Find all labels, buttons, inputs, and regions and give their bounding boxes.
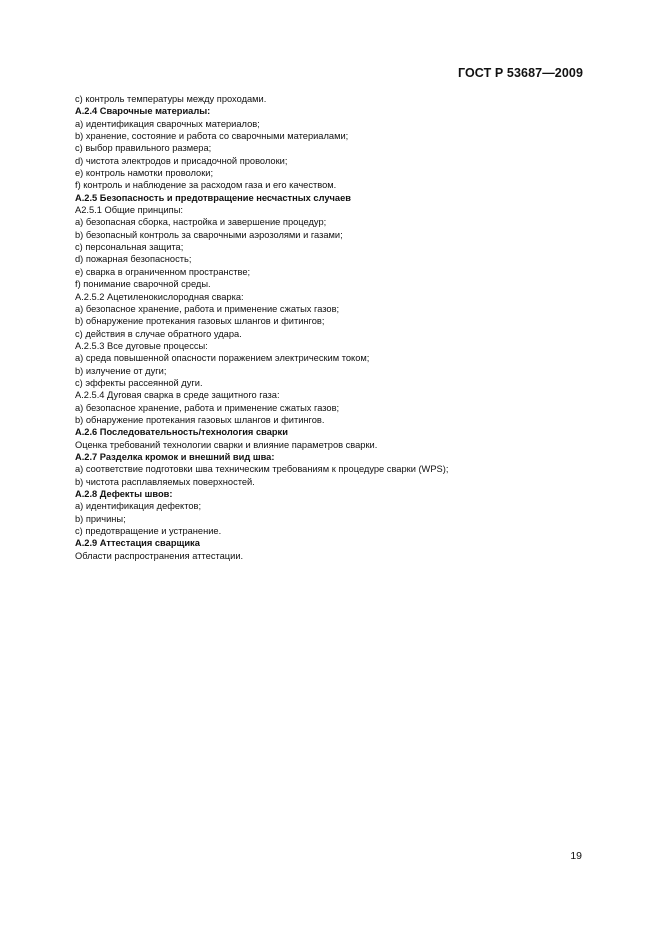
text-line: b) хранение, состояние и работа со сварочными материалами; xyxy=(75,131,349,142)
section-heading: А.2.6 Последовательность/технология сварки xyxy=(75,427,288,438)
text-line: c) выбор правильного размера; xyxy=(75,143,212,154)
text-line: Области распространения аттестации. xyxy=(75,550,244,561)
text-line: e) сварка в ограниченном пространстве; xyxy=(75,266,251,277)
section-heading: А.2.8 Дефекты швов: xyxy=(75,489,173,499)
text-line: a) среда повышенной опасности поражением электрическим током; xyxy=(75,353,370,364)
document-body xyxy=(75,93,595,562)
text-line: b) безопасный контроль за сварочными аэрозолями и газами; xyxy=(75,229,343,240)
page-number: 19 xyxy=(570,850,582,862)
text-line: c) персональная защита; xyxy=(75,242,184,253)
text-line: a) соответствие подготовки шва техническим требованиям к процедуре сварки (WPS); xyxy=(75,464,449,475)
text-line: f) контроль и наблюдение за расходом газа и его качеством. xyxy=(75,180,337,191)
text-line: f) понимание сварочной среды. xyxy=(75,279,211,290)
section-heading: А.2.4 Сварочные материалы: xyxy=(75,106,211,117)
text-line: А2.5.1 Общие принципы: xyxy=(75,205,183,216)
text-line: a) безопасная сборка, настройка и завершение процедур; xyxy=(75,217,327,228)
text-line: b) причины; xyxy=(75,513,126,524)
standard-designation: ГОСТ Р 53687—2009 xyxy=(457,66,583,80)
text-line: c) действия в случае обратного удара. xyxy=(75,328,242,339)
text-line: А.2.5.4 Дуговая сварка в среде защитного газа: xyxy=(75,390,280,401)
text-line: c) эффекты рассеянной дуги. xyxy=(75,377,203,388)
section-heading: А.2.5 Безопасность и предотвращение несчастных случаев xyxy=(75,192,351,203)
text-line: b) чистота расплавляемых поверхностей. xyxy=(75,476,255,487)
text-line: a) безопасное хранение, работа и применение сжатых газов; xyxy=(75,402,340,413)
text-line: b) излучение от дуги; xyxy=(75,365,167,376)
text-line: Оценка требований технологии сварки и влияние параметров сварки. xyxy=(75,439,378,450)
text-line: d) пожарная безопасность; xyxy=(75,254,192,265)
text-line: a) безопасное хранение, работа и применение сжатых газов; xyxy=(75,303,340,314)
section-heading: А.2.9 Аттестация сварщика xyxy=(75,538,200,549)
text-line: a) идентификация сварочных материалов; xyxy=(75,118,260,129)
text-line: a) идентификация дефектов; xyxy=(75,501,202,512)
text-line: c) контроль температуры между проходами. xyxy=(75,94,267,104)
text-line: c) предотвращение и устранение. xyxy=(75,526,222,537)
text-line: b) обнаружение протекания газовых шлангов и фитингов. xyxy=(75,414,325,425)
text-line: b) обнаружение протекания газовых шлангов и фитингов; xyxy=(75,316,325,327)
text-line: e) контроль намотки проволоки; xyxy=(75,168,214,179)
text-line: А.2.5.2 Ацетиленокислородная сварка: xyxy=(75,291,244,302)
text-line: d) чистота электродов и присадочной проволоки; xyxy=(75,155,288,166)
document-header xyxy=(458,66,583,80)
section-heading: А.2.7 Разделка кромок и внешний вид шва: xyxy=(75,451,275,462)
text-line: А.2.5.3 Все дуговые процессы: xyxy=(75,340,208,351)
